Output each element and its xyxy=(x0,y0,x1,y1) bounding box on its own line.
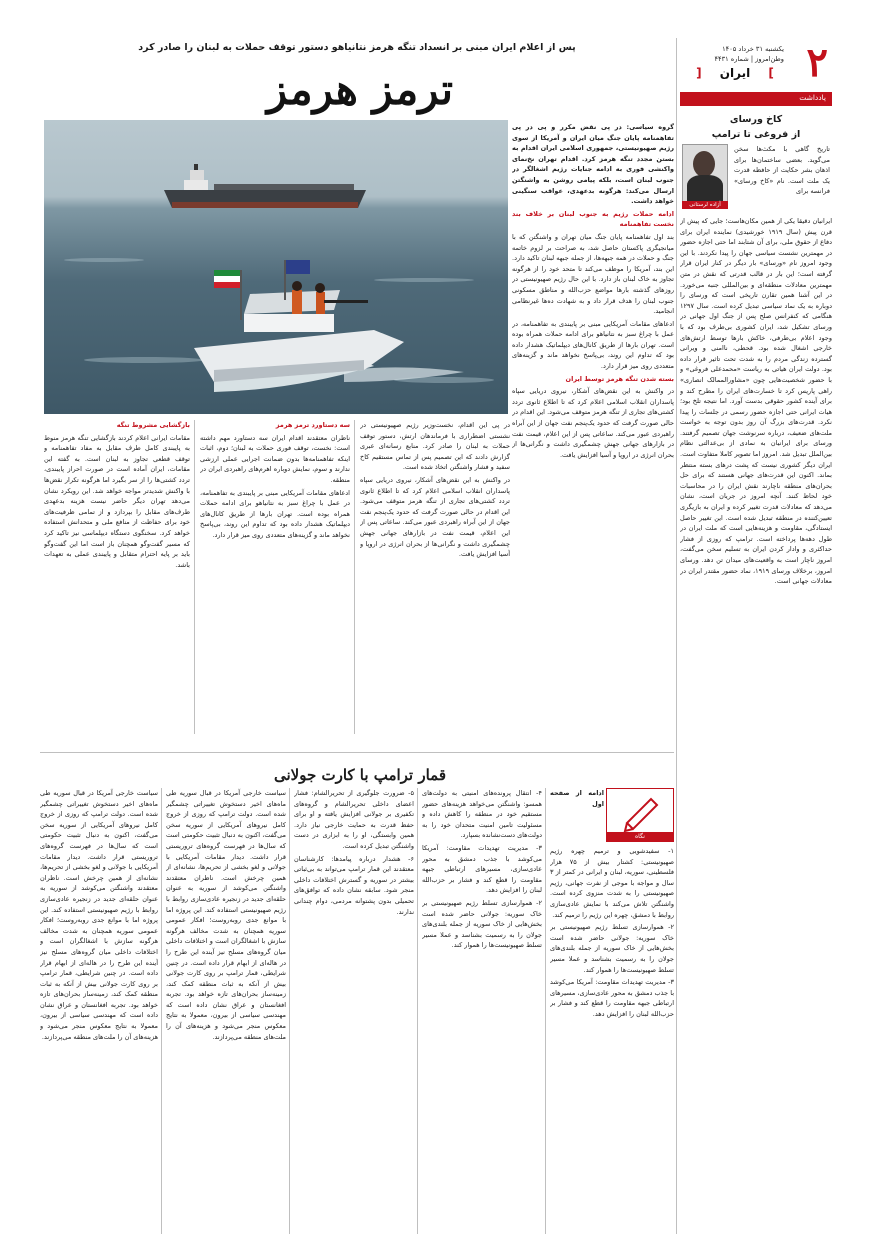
bottom-col-5 xyxy=(40,788,158,1234)
date-line xyxy=(715,44,785,64)
boat-photo xyxy=(44,120,508,414)
column-header-bar xyxy=(680,92,832,106)
col-rule xyxy=(417,788,418,1234)
col-rule xyxy=(289,788,290,1234)
column-title-line2: از فروغی تا ترامپ xyxy=(711,129,801,140)
tanker-ship xyxy=(164,164,366,208)
section-divider xyxy=(40,752,674,753)
author-photo xyxy=(682,144,728,202)
bottom-col-1-text xyxy=(550,846,674,1234)
bottom-point-2: ۲- هموارسازی تسلط رژیم صهیونیستی بر خاک سوریه: جولانی حاضر شده است بخش‌هایی از خاک سوریه از جمله بلندی‌های جولان را به رسمیت بشناسد و عملا مسیر تسلط صهیونیست‌ها را هموار کند. xyxy=(550,923,674,974)
main-story-column-right xyxy=(512,122,674,734)
bottom-col-3 xyxy=(294,788,414,1234)
main-lower-col-1 xyxy=(360,420,510,734)
main-subhead-3: سه دستاورد ترمز هرمز xyxy=(275,421,350,429)
bottom-lead-title-text: ادامه از صفحه اول xyxy=(550,789,604,808)
main-para-3: در واکنش به این نقض‌های آشکار، نیروی دریایی سپاه پاسداران انقلاب اسلامی اعلام کرد که تا اطلاع ثانوی تردد کشتی‌های تجاری از تنگه هرمز متوقف می‌شود. این اقدام در حالی صورت گرفت که حدود یک‌پنجم نفت جهان از این آبراه راهبردی عبور می‌کند. ساعاتی پس از این اعلام، قیمت نفت در بازارهای جهانی جهش چشمگیری داشت و نگرانی‌ها از بحران انرژی در اروپا و آسیا افزایش یافت. xyxy=(512,387,674,459)
main-lower-col-2 xyxy=(200,420,350,734)
bottom-col-4 xyxy=(166,788,286,1234)
boat-illustration xyxy=(44,120,508,414)
bottom-headline: قمار ترامپ با کارت جولانی xyxy=(273,766,446,784)
main-subhead-1: ادامه حملات رژیم به جنوب لبنان بر خلاف بند نخست تفاهمنامه xyxy=(512,209,674,229)
main-para-2b: ادعاهای مقامات آمریکایی مبنی بر پایبندی به تفاهمنامه، در عمل با چراغ سبز به نتانیاهو برای ادامه حملات همراه بوده است. تهران بارها از طریق کانال‌های دیپلماتیک هشدار داده بود که تداوم این روند، بی‌پاسخ نخواهد ماند و گزینه‌های متعددی روی میز قرار دارد. xyxy=(200,488,350,539)
column-intro: تاریخ گاهی با مکث‌ها سخن می‌گوید. بعضی ساختمان‌ها برای اذهان بشر حکایت از حافظه قدرت یک ملت است. نام «کاخ ورسای» فرانسه برای xyxy=(734,145,830,196)
main-lower-col-3 xyxy=(44,420,190,734)
col-rule xyxy=(545,788,546,1234)
main-kicker: پس از اعلام ایران مبنی بر انسداد تنگه هرمز نتانیاهو دستور توقف حملات به لبنان را صادر کرد xyxy=(138,42,576,53)
col-rule xyxy=(161,788,162,1234)
col-rule xyxy=(354,420,355,734)
bottom-point-4: ۴- انتقال پرونده‌های امنیتی به دولت‌های همسو: واشنگتن می‌خواهد هزینه‌های حضور مستقیم خود در منطقه را کاهش داده و مسئولیت تامین امنیت متحدان خود را به دولت‌های دست‌نشانده بسپارد. xyxy=(422,789,542,840)
edition-text: وطن‌امروز | شماره ۴۴۳۱ xyxy=(714,55,784,63)
column-body: ایرانیان دقیقا یکی از همین مکان‌هاست؛ جایی که پیش از قرن پیش (سال ۱۹۱۹ خورشیدی) نماینده ایران برای دفاع از حقوق ملی، برای آن شتابند اما حتی اجازه حضور در مهمترین نشست سیاسی جهان را پیدا نکردند. با این وجود امروز نام «ورسای» بار دیگر در کنار ایران قرار گرفته است؛ این بار در قالب قدرتی که نقش در متن مهمترین معادلات منطقه‌ای و بین‌المللی جنبه می‌خورد. در این آشنا همین تقارن تاریخی است که ورسای را دوباره به یک نماد سیاسی تبدیل کرده است. سال ۱۲۹۷ هنگامی که کنفرانس صلح پس از جنگ اول جهانی در ورسای تشکیل شد، ایران کشوری بی‌طرف بود که با وجود اعلام بی‌طرفی، خاکش بارها توسط ارتش‌های خارجی اشغال شده بود. قحطی، ناامنی و ویرانی گسترده زندگی مردم را به شدت تحت تاثیر قرار داده بود. دولت ایران هیاتی به ریاست «محمدعلی فروغی» و با حضور شخصیت‌هایی چون «مشاورالممالک انصاری» راهی پاریس کرد تا خسارت‌های ایران را مطرح کند و برای آینده کشور حقوقی بدست آورد. اما نتیجه تلخ بود؛ هیات ایرانی حتی اجازه حضور رسمی در جلسات را پیدا نکرد. قدرت‌های بزرگ آن روز بدون توجه به خواست ملت‌های ضعیف، درباره سرنوشت جهان تصمیم گرفتند. ورسای برای ایرانیان به نمادی از بی‌عدالتی نظام بین‌الملل تبدیل شد. امروز اما تصویر کاملا متفاوت است. ایران دیگر کشوری نیست که پشت درهای بسته منتظر بماند. اکنون این قدرت‌های جهانی هستند که برای حل بحران‌های منطقه ناچارند نقش ایران را در محاسبات خود لحاظ کنند. آنچه امروز در جریان است، نشان می‌دهد که معادلات قدرت تغییر کرده و ایران به بازیگری تعیین‌کننده در منطقه تبدیل شده است. این تغییر حاصل ایستادگی، مقاومت و هزینه‌هایی است که ملت ایران در طول دهه‌ها پرداخته است. ترامپ که روزی از فشار حداکثری و وادار کردن ایران به تسلیم سخن می‌گفت، امروز ناچار است به واقعیت‌های میدان تن دهد. ورسای امروز، برخلاف ورسای ۱۹۱۹، نماد حضور مقتدر ایران در معادلات جهانی است. xyxy=(680,217,832,586)
bracket-open: [ xyxy=(696,66,702,80)
bottom-col-1 xyxy=(550,788,674,1234)
author-face xyxy=(693,151,715,177)
main-para-5: ناظران معتقدند اقدام ایران سه دستاورد مهم داشته است: نخست، توقف فوری حملات به لبنان؛ دوم، اثبات اینکه تفاهمنامه‌ها بدون ضمانت اجرایی عملی ارزشی ندارند و سوم، نمایش دوباره اهرم‌های راهبردی ایران در منطقه. xyxy=(200,433,350,484)
main-para-1: بند اول تفاهمنامه پایان جنگ میان تهران و واشنگتن که با میانجیگری پاکستان حاصل شد، به صراحت بر لزوم خاتمه جنگ و حملات در همه جبهه‌ها، از جمله جبهه لبنان تاکید دارد. این بند، آمریکا را موظف می‌کند تا متحد خود را از هرگونه تجاوز به خاک لبنان باز دارد. با این حال رژیم صهیونیستی در روزهای گذشته بارها مواضع حزب‌الله و مناطق مسکونی جنوب لبنان را هدف قرار داد و به شهادت ده‌ها غیرنظامی انجامید. xyxy=(512,232,674,316)
bracket-close: ] xyxy=(768,66,774,80)
date-text: یکشنبه ۳۱ خرداد ۱۴۰۵ xyxy=(722,45,784,53)
column-title-line1: کاخ ورسای xyxy=(729,114,783,125)
bottom-col-2 xyxy=(422,788,542,1234)
speedboat xyxy=(194,260,404,382)
column-title xyxy=(680,112,832,142)
page-number: ۲ xyxy=(806,39,828,86)
bottom-lead-title xyxy=(550,788,604,844)
note-label: نگاه xyxy=(607,832,673,841)
pen-icon xyxy=(607,789,673,832)
author-name: آزاده لرستانی xyxy=(682,201,728,209)
bottom-point-3b: ۳- مدیریت تهدیدات مقاومت: آمریکا می‌کوشد با جذب دمشق به محور عادی‌سازی، مسیرهای ارتباطی جبهه مقاومت را قطع کند و فشار بر حزب‌الله لبنان را افزایش دهد. xyxy=(422,843,542,895)
main-para-2: ادعاهای مقامات آمریکایی مبنی بر پایبندی به تفاهمنامه، در عمل با چراغ سبز به نتانیاهو برای ادامه حملات همراه بوده است. تهران بارها از طریق کانال‌های دیپلماتیک هشدار داده بود که تداوم این روند، بی‌پاسخ نخواهد ماند و گزینه‌های متعددی روی میز قرار دارد. xyxy=(512,319,674,371)
bottom-story xyxy=(40,788,674,1234)
bottom-body-b: سیاست خارجی آمریکا در قبال سوریه طی ماه‌های اخیر دستخوش تغییراتی چشمگیر شده است. دولت ترامپ که روزی از خروج کامل نیروهای آمریکایی از سوریه سخن می‌گفت، اکنون به دنبال تثبیت حکومتی است که سال‌ها در فهرست گروه‌های تروریستی قرار داشت. دیدار مقامات آمریکایی با جولانی و لغو بخشی از تحریم‌ها، نشانه‌ای از همین چرخش است. ناظران معتقدند واشنگتن می‌کوشد از سوریه به عنوان حلقه‌ای جدید در زنجیره عادی‌سازی روابط با رژیم صهیونیستی استفاده کند. این پروژه اما با موانع جدی روبه‌روست؛ افکار عمومی سوریه همچنان به شدت مخالف هرگونه سازش با اشغالگران است و اختلافات داخلی میان گروه‌های مسلح نیز آینده این طرح را در هاله‌ای از ابهام قرار داده است. در چنین شرایطی، قمار ترامپ بر روی کارت جولانی بیش از آنکه به ثبات منطقه کمک کند، زمینه‌ساز بحران‌های تازه خواهد بود. تجربه افغانستان و عراق نشان داده است که مهندسی سیاسی از بیرون، معمولا به نتایج معکوس منجر می‌شود و هزینه‌های آن را ملت‌های منطقه می‌پردازند. xyxy=(40,789,158,1041)
bottom-point-2b: ۲- هموارسازی تسلط رژیم صهیونیستی بر خاک سوریه: جولانی حاضر شده است بخش‌هایی از خاک سوریه از جمله بلندی‌های جولان را به رسمیت بشناسد و عملا مسیر تسلط صهیونیست‌ها را هموار کند. xyxy=(422,898,542,950)
bottom-point-3: ۳- مدیریت تهدیدات مقاومت: آمریکا می‌کوشد با جذب دمشق به محور عادی‌سازی، مسیرهای ارتباطی جبهه مقاومت را قطع کند و فشار بر حزب‌الله لبنان را افزایش دهد. xyxy=(550,978,674,1018)
main-subhead-4: بازگشایی مشروط تنگه xyxy=(116,421,190,429)
main-subhead-2: بسته شدن تنگه هرمز توسط ایران xyxy=(565,374,674,383)
main-para-3b: در واکنش به این نقض‌های آشکار، نیروی دریایی سپاه پاسداران انقلاب اسلامی اعلام کرد که تا اطلاع ثانوی تردد کشتی‌های تجاری از تنگه هرمز متوقف می‌شود. این اقدام در حالی صورت گرفت که حدود یک‌پنجم نفت جهان از این آبراه راهبردی عبور می‌کند. ساعاتی پس از این اعلام، قیمت نفت در بازارهای جهانی جهش چشمگیری داشت و نگرانی‌ها از بحران انرژی در اروپا و آسیا افزایش یافت. xyxy=(360,475,510,559)
column-divider xyxy=(676,38,677,1234)
main-lead: گروه سیاسی: در پی نقض مکرر و پی در پی تفاهمنامه پایان جنگ میان ایران و آمریکا از سوی رژیم صهیونیستی، جمهوری اسلامی ایران اقدام به بستن مجدد تنگه هرمز کرد. اقدام تهران نخ‌نمای واکنشی فوری به ادامه جنایات رژیم اشغالگر در جنوب لبنان است، بلکه پیامی روشن به واشنگتن ارسال می‌کند: هرگونه بدعهدی، عواقب سنگینی خواهد داشت. xyxy=(512,123,674,206)
main-para-6: مقامات ایرانی اعلام کردند بازگشایی تنگه هرمز منوط به پایبندی کامل طرف مقابل به مفاد تفاهمنامه و توقف قطعی تجاوز به لبنان است. به گفته این مقامات، ایران آماده است در صورت احراز پایبندی، تردد کشتی‌ها را از سر بگیرد اما هرگونه تکرار نقض‌ها با واکنش شدیدتر مواجه خواهد شد. این رویکرد نشان می‌دهد تهران دیگر حاضر نیست هزینه بدعهدی طرف‌های مقابل را بپردازد و از تمامی ظرفیت‌های خود برای حفاظت از منافع ملی و متحدانش استفاده خواهد کرد. سخنگوی دستگاه دیپلماسی نیز تاکید کرد که مسیر گفت‌وگو همچنان باز است اما این گفت‌وگو باید بر پایه احترام متقابل و پایبندی عملی به تعهدات باشد. xyxy=(44,433,190,569)
main-para-4: در پی این اقدام، نخست‌وزیر رژیم صهیونیستی در نشستی اضطراری با فرماندهان ارتش، دستور توقف حملات به لبنان را صادر کرد. منابع رسانه‌ای عبری گزارش دادند که این تصمیم پس از تماس مستقیم کاخ سفید و فشار واشنگتن اتخاذ شده است. xyxy=(360,421,510,472)
main-headline: ترمز هرمز xyxy=(266,65,454,114)
bottom-point-5: ۵- ضرورت جلوگیری از تحریرالشام: فشار اعضای داخلی تحریرالشام و گروه‌های تکفیری بر جولانی افزایش یافته و او برای حفظ قدرت به حمایت خارجی نیاز دارد. همین وابستگی، او را به ابزاری در دست واشنگتن تبدیل کرده است. xyxy=(294,789,414,850)
author-scarf xyxy=(687,175,723,201)
col-rule xyxy=(194,420,195,734)
main-story-lower xyxy=(44,420,510,734)
section-title xyxy=(686,66,784,80)
bottom-point-1: ۱- سفیدشویی و ترمیم چهره رژیم صهیونیستی: کشتار بیش از ۷۵ هزار فلسطینی، سوریه، لبنان و ایرانی در کمتر از ۳ سال و مواجه با موجی از نفرت جهانی، رژیم صهیونیستی را به شدت منزوی کرده است. واشنگتن تلاش می‌کند با نمایش عادی‌سازی روابط با دمشق، چهره این رژیم را ترمیم کند. xyxy=(550,847,674,919)
column-header-label: یادداشت xyxy=(799,93,826,102)
bottom-body-a: سیاست خارجی آمریکا در قبال سوریه طی ماه‌های اخیر دستخوش تغییراتی چشمگیر شده است. دولت ترامپ که روزی از خروج کامل نیروهای آمریکایی از سوریه سخن می‌گفت، اکنون به دنبال تثبیت حکومتی است که سال‌ها در فهرست گروه‌های تروریستی قرار داشت. دیدار مقامات آمریکایی با جولانی و لغو بخشی از تحریم‌ها، نشانه‌ای از همین چرخش است. ناظران معتقدند واشنگتن می‌کوشد از سوریه به عنوان حلقه‌ای جدید در زنجیره عادی‌سازی روابط با رژیم صهیونیستی استفاده کند. این پروژه اما با موانع جدی روبه‌روست؛ افکار عمومی سوریه همچنان به شدت مخالف هرگونه سازش با اشغالگران است و اختلافات داخلی میان گروه‌های مسلح نیز آینده این طرح را در هاله‌ای از ابهام قرار داده است. در چنین شرایطی، قمار ترامپ بر روی کارت جولانی بیش از آنکه به ثبات منطقه کمک کند، زمینه‌ساز بحران‌های تازه خواهد بود. تجربه افغانستان و عراق نشان داده است که مهندسی سیاسی از بیرون، معمولا به نتایج معکوس منجر می‌شود و هزینه‌های آن را ملت‌های منطقه می‌پردازند. xyxy=(166,789,286,1041)
bottom-point-6: ۶- هشدار درباره پیامدها: کارشناسان معتقدند این قمار ترامپ می‌تواند به بی‌ثباتی بیشتر در سوریه و گسترش اختلافات داخلی منجر شود. سابقه نشان داده که توافق‌های تحمیلی بدون پشتوانه مردمی، دوام چندانی ندارند. xyxy=(294,854,414,916)
note-badge xyxy=(606,788,674,842)
masthead xyxy=(680,38,832,90)
section-label: ایران xyxy=(719,66,751,80)
